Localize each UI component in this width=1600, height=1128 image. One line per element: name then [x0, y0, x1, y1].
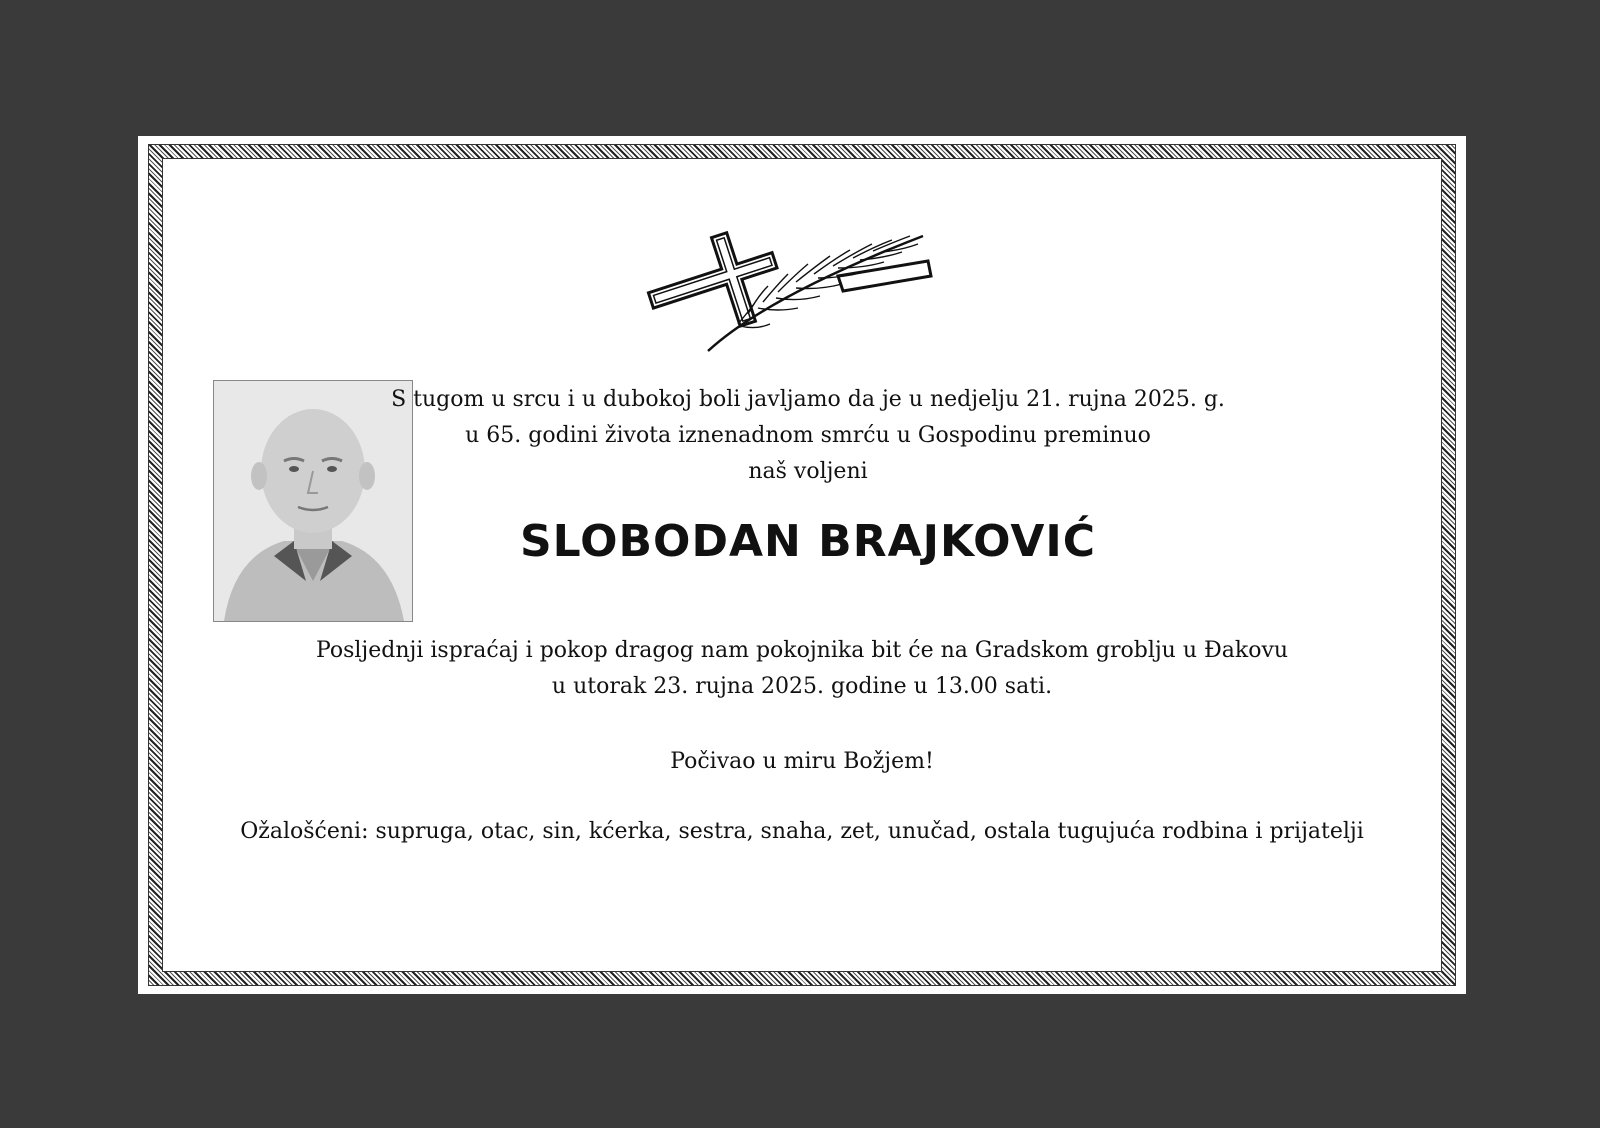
intro-line-3: naš voljeni	[748, 459, 868, 484]
funeral-details	[138, 633, 1466, 705]
intro-line-2: u 65. godini života iznenadnom smrću u Gospodinu preminuo	[465, 423, 1151, 448]
obituary-card	[138, 136, 1466, 994]
blessing: Počivao u miru Božjem!	[670, 749, 934, 774]
intro-text	[308, 382, 1308, 490]
deceased-name: SLOBODAN BRAJKOVIĆ	[519, 516, 1097, 567]
intro-line-1: S tugom u srcu i u dubokoj boli javljamo da je u nedjelju 21. rujna 2025. g.	[391, 387, 1225, 412]
funeral-line-2: u utorak 23. rujna 2025. godine u 13.00 sati.	[551, 674, 1053, 699]
funeral-line-1: Posljednji ispraćaj i pokop dragog nam pokojnika bit će na Gradskom groblju u Đakovu	[315, 638, 1289, 663]
mourners-list: Ožalošćeni: supruga, otac, sin, kćerka, sestra, snaha, zet, unučad, ostala tugujuća rodbina i prijatelji	[240, 819, 1364, 844]
cross-with-palm-icon	[638, 216, 938, 356]
